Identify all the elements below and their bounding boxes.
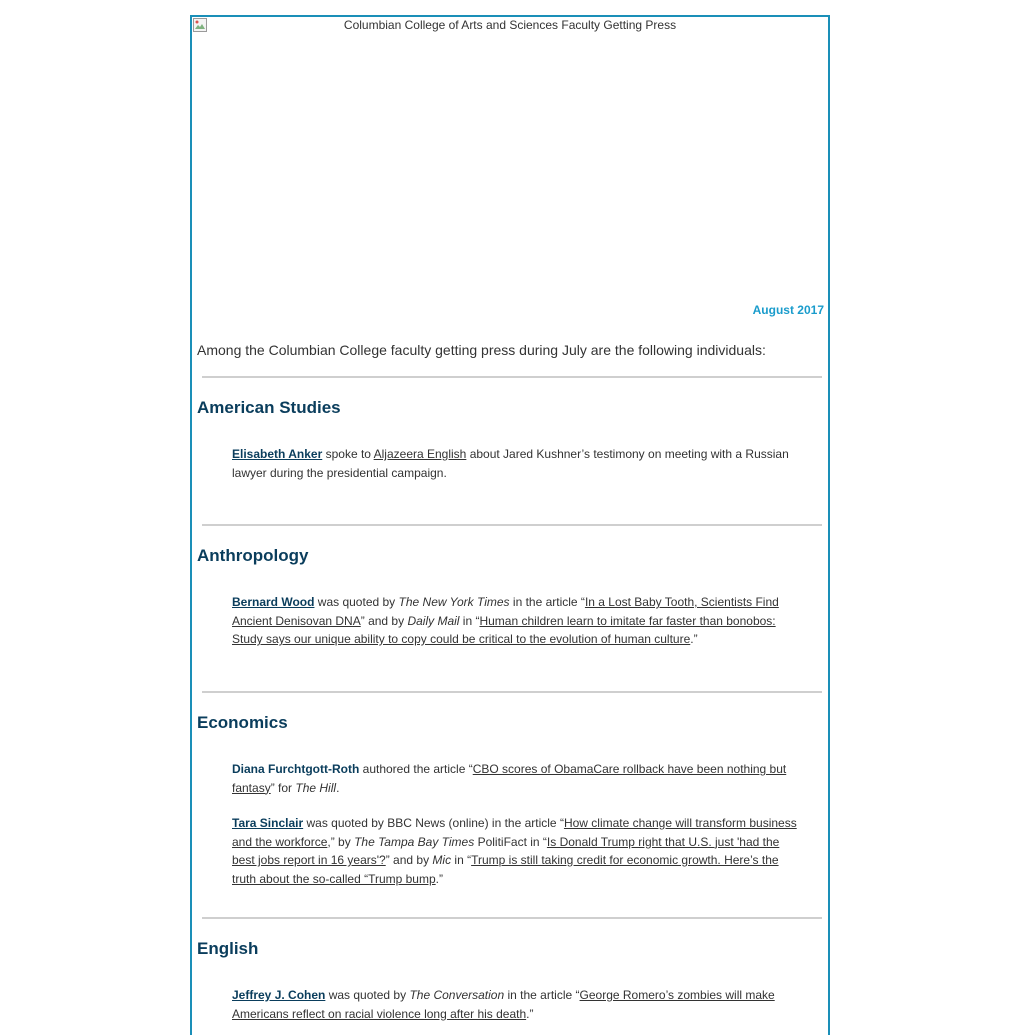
person-link-jeffrey-cohen[interactable]: Jeffrey J. Cohen	[232, 988, 326, 1002]
intro-text: Among the Columbian College faculty getting press during July are the following individuals:	[197, 342, 766, 358]
article-link-romero-zombies[interactable]: George Romero’s zombies will make Americans reflect on racial violence long after his death	[232, 988, 775, 1021]
entry-text: .”	[690, 632, 698, 646]
publication-name: The Tampa Bay Times	[354, 834, 475, 849]
newsletter-frame	[190, 15, 830, 1035]
section-divider	[202, 691, 822, 693]
publication-name: The Hill	[295, 780, 337, 795]
issue-date: August 2017	[752, 303, 824, 317]
entry-text: in “	[459, 613, 480, 628]
entry-text: ” and by	[385, 853, 433, 867]
person-name-diana-furchtgott-roth: Diana Furchtgott-Roth	[232, 762, 360, 776]
entry-text: PolitiFact in “	[474, 834, 547, 849]
banner-alt-text: Columbian College of Arts and Sciences Faculty Getting Press	[343, 18, 677, 32]
entry-text: was quoted by	[314, 595, 399, 609]
entry-text: .”	[526, 1006, 534, 1021]
entry-jeffrey-cohen	[232, 986, 797, 1023]
section-heading-economics: Economics	[197, 713, 288, 732]
person-link-bernard-wood[interactable]: Bernard Wood	[232, 595, 315, 609]
section-heading-anthropology: Anthropology	[197, 546, 309, 565]
entry-diana-furchtgott-roth	[232, 760, 797, 797]
entry-text: was quoted by BBC News (online) in the article “	[303, 816, 564, 830]
article-link-denisovan[interactable]: In a Lost Baby Tooth, Scientists Find Ancient Denisovan DNA	[232, 595, 779, 628]
publication-name: The Conversation	[409, 988, 505, 1002]
entry-text: in the article “	[504, 988, 580, 1002]
person-link-elisabeth-anker[interactable]: Elisabeth Anker	[232, 447, 323, 461]
section-divider	[202, 524, 822, 526]
publication-name: Mic	[432, 853, 452, 867]
article-link-jobs-report[interactable]: Is Donald Trump right that U.S. just 'had the best jobs report in 16 years'?	[232, 834, 780, 867]
person-link-tara-sinclair[interactable]: Tara Sinclair	[232, 816, 304, 830]
article-link-cbo-scores[interactable]: CBO scores of ObamaCare rollback have been nothing but fantasy	[232, 762, 787, 795]
section-heading-american-studies: American Studies	[197, 398, 341, 417]
entry-text: ,” by	[327, 834, 355, 849]
entry-bernard-wood	[232, 593, 797, 649]
entry-tara-sinclair	[232, 814, 797, 888]
entry-text: was quoted by	[325, 988, 410, 1002]
article-link-climate-change[interactable]: How climate change will transform business and the workforce	[232, 816, 797, 849]
section-heading-english: English	[197, 939, 259, 958]
article-link-trump-bump[interactable]: Trump is still taking credit for economic growth. Here’s the truth about the so-called “Trump bump	[232, 853, 779, 886]
outlet-link-aljazeera[interactable]: Aljazeera English	[373, 447, 467, 461]
section-divider	[202, 917, 822, 919]
publication-name: Daily Mail	[407, 613, 460, 628]
entry-text: ” and by	[360, 613, 408, 628]
banner-image	[192, 17, 828, 297]
entry-text: about Jared Kushner’s testimony on meeting with a Russian lawyer during the presidential campaign.	[232, 447, 789, 480]
section-divider	[202, 376, 822, 378]
entry-text: in “	[451, 853, 472, 867]
entry-elisabeth-anker	[232, 445, 797, 482]
entry-text: .”	[435, 871, 443, 886]
entry-text: authored the article “	[359, 762, 473, 776]
entry-text: in the article “	[509, 595, 585, 609]
entry-text: spoke to	[322, 447, 374, 461]
publication-name: The New York Times	[398, 595, 510, 609]
article-link-bonobos[interactable]: Human children learn to imitate far faster than bonobos: Study says our unique ability to copy could be critical to the evolution of human culture	[232, 613, 776, 646]
entry-text: .	[336, 780, 340, 795]
entry-text: ” for	[270, 780, 296, 795]
